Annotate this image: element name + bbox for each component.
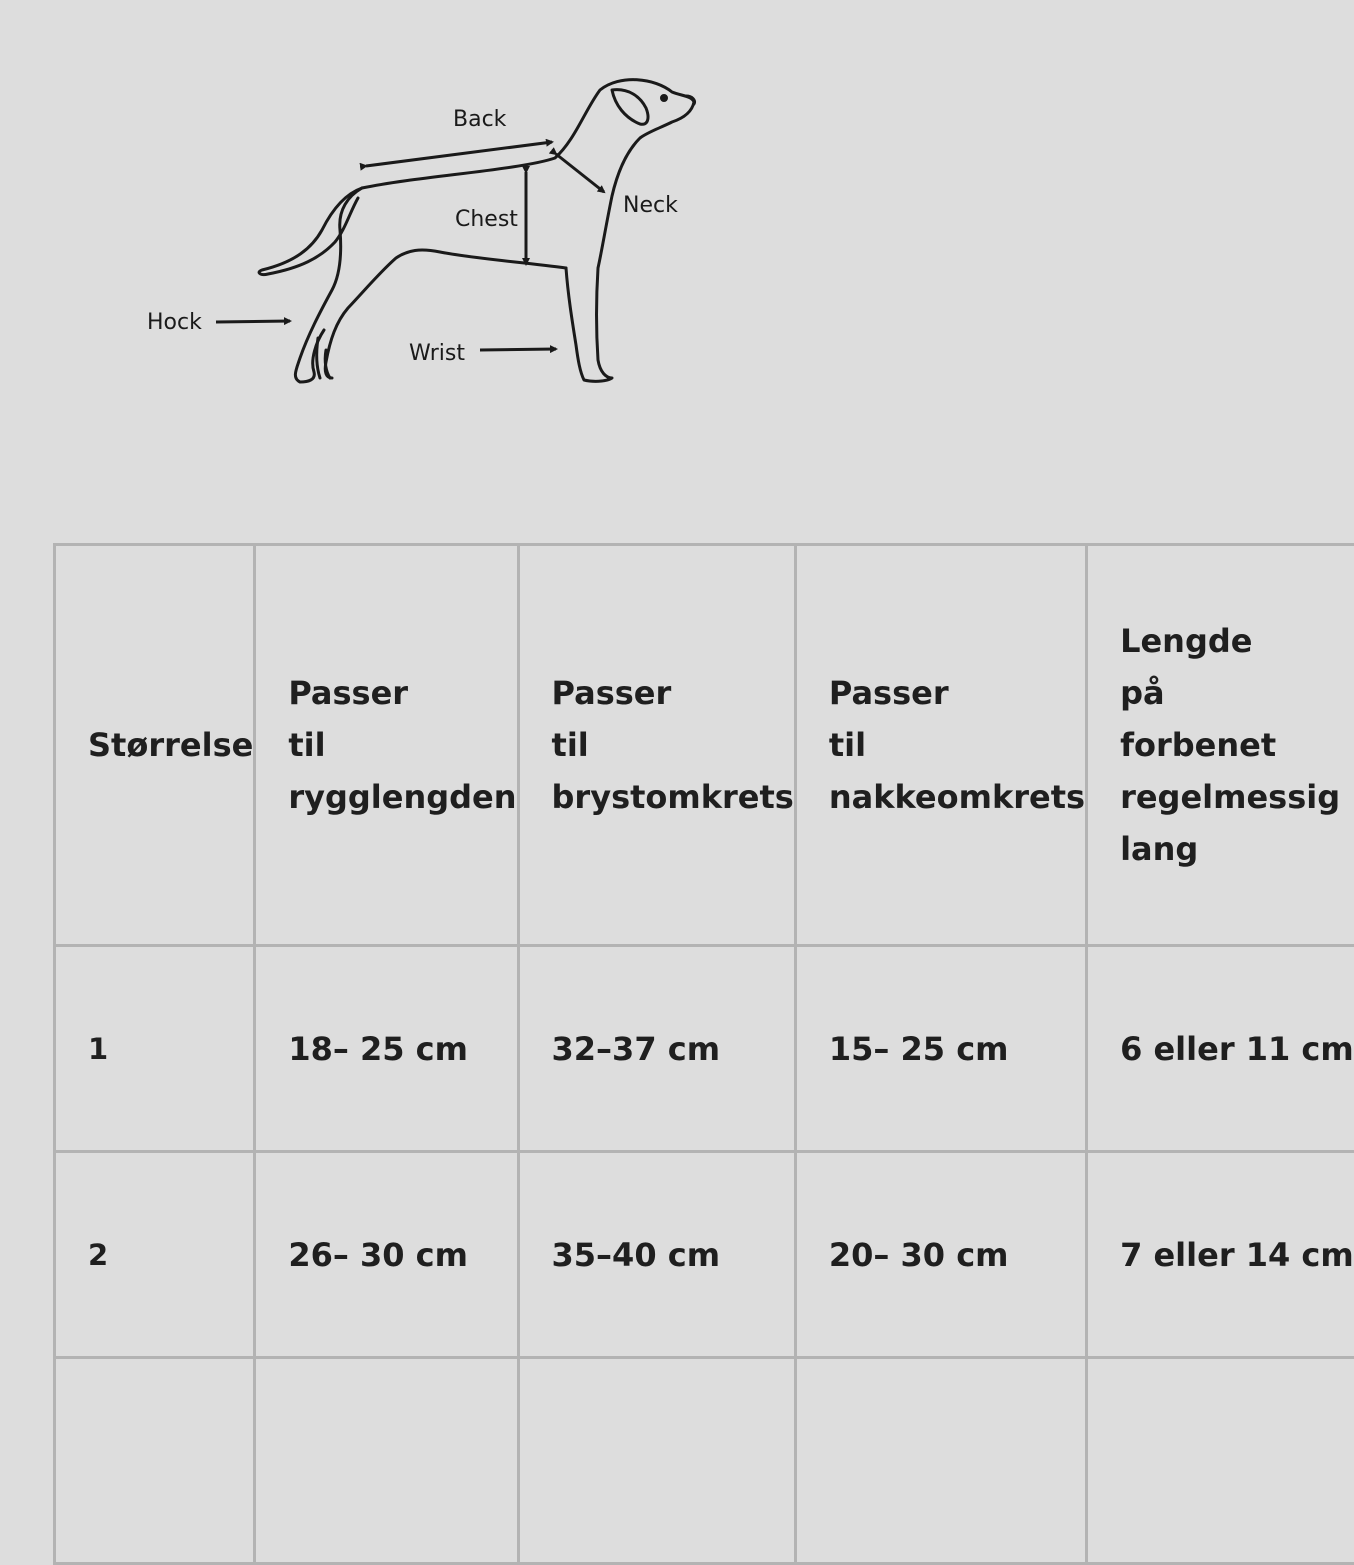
size-value: 2: [88, 1237, 109, 1272]
header-neck-line2: til: [828, 726, 867, 764]
dog-measurement-diagram: [0, 0, 960, 440]
header-back-line3: rygglengden: [288, 778, 517, 816]
neck-line2: 25: [900, 1029, 946, 1068]
neck-line3: cm: [956, 1029, 1009, 1068]
header-neck-line1: Passer: [828, 674, 949, 712]
leg-line2: 14 cm: [1245, 1235, 1354, 1274]
size-table-container[interactable]: [53, 543, 1354, 1388]
table-row: [55, 1152, 1354, 1358]
back-line2: 25: [359, 1029, 405, 1068]
cell-neck: [795, 1152, 1086, 1358]
leg-line2: 11 cm: [1245, 1029, 1354, 1068]
header-leg-line3: forbenet: [1120, 726, 1277, 764]
table-row: [55, 946, 1354, 1152]
leg-line1: 7 eller: [1120, 1235, 1235, 1274]
header-size-text: Størrelse: [88, 726, 254, 764]
neck-line1: 20–: [828, 1235, 890, 1274]
header-chest-line3: brystomkrets: [551, 778, 794, 816]
header-chest-line1: Passer: [551, 674, 672, 712]
header-chest: [518, 545, 795, 946]
cell-empty: [55, 1358, 255, 1564]
neck-line3: cm: [956, 1235, 1009, 1274]
back-line1: 18–: [288, 1029, 349, 1068]
neck-line1: 15–: [828, 1029, 890, 1068]
hock-label: Hock: [147, 310, 202, 335]
header-leg-line4: regelmessig: [1120, 778, 1341, 816]
header-leg-line5: lang: [1120, 830, 1199, 868]
header-foreleg: [1087, 545, 1354, 946]
cell-chest: [518, 946, 795, 1152]
cell-leg: [1087, 946, 1354, 1152]
cell-neck: [795, 946, 1086, 1152]
neck-label: Neck: [623, 193, 678, 218]
cell-size: [55, 1152, 255, 1358]
neck-line2: 30: [900, 1235, 946, 1274]
header-back-line1: Passer: [288, 674, 409, 712]
header-neck-line3: nakkeomkrets: [828, 778, 1086, 816]
leg-line1: 6 eller: [1120, 1029, 1235, 1068]
header-size: [55, 545, 255, 946]
chest-label: Chest: [455, 207, 518, 232]
cell-empty: [255, 1358, 518, 1564]
cell-back: [255, 1152, 518, 1358]
cell-chest: [518, 1152, 795, 1358]
table-row: [55, 1358, 1354, 1564]
table-header-row: [55, 545, 1354, 946]
chest-line2: cm: [667, 1029, 721, 1068]
measurement-arrows: [216, 142, 604, 350]
cell-back: [255, 946, 518, 1152]
cell-empty: [518, 1358, 795, 1564]
cell-leg: [1087, 1152, 1354, 1358]
cell-empty: [1087, 1358, 1354, 1564]
back-line1: 26–: [288, 1235, 349, 1274]
cell-size: [55, 946, 255, 1152]
header-chest-line2: til: [551, 726, 589, 764]
wrist-label: Wrist: [409, 341, 466, 366]
size-table: [53, 543, 1354, 1565]
back-line3: cm: [415, 1235, 468, 1274]
back-line3: cm: [415, 1029, 468, 1068]
chest-line2: cm: [667, 1235, 721, 1274]
chest-line1: 35–40: [551, 1235, 657, 1274]
header-back-line2: til: [288, 726, 326, 764]
header-leg-line1: Lengde: [1120, 622, 1253, 660]
cell-empty: [795, 1358, 1086, 1564]
header-leg-line2: på: [1120, 674, 1165, 712]
header-neck: [795, 545, 1086, 946]
back-line2: 30: [359, 1235, 405, 1274]
size-value: 1: [88, 1031, 109, 1066]
back-label: Back: [453, 107, 507, 132]
chest-line1: 32–37: [551, 1029, 657, 1068]
header-back-length: [255, 545, 518, 946]
